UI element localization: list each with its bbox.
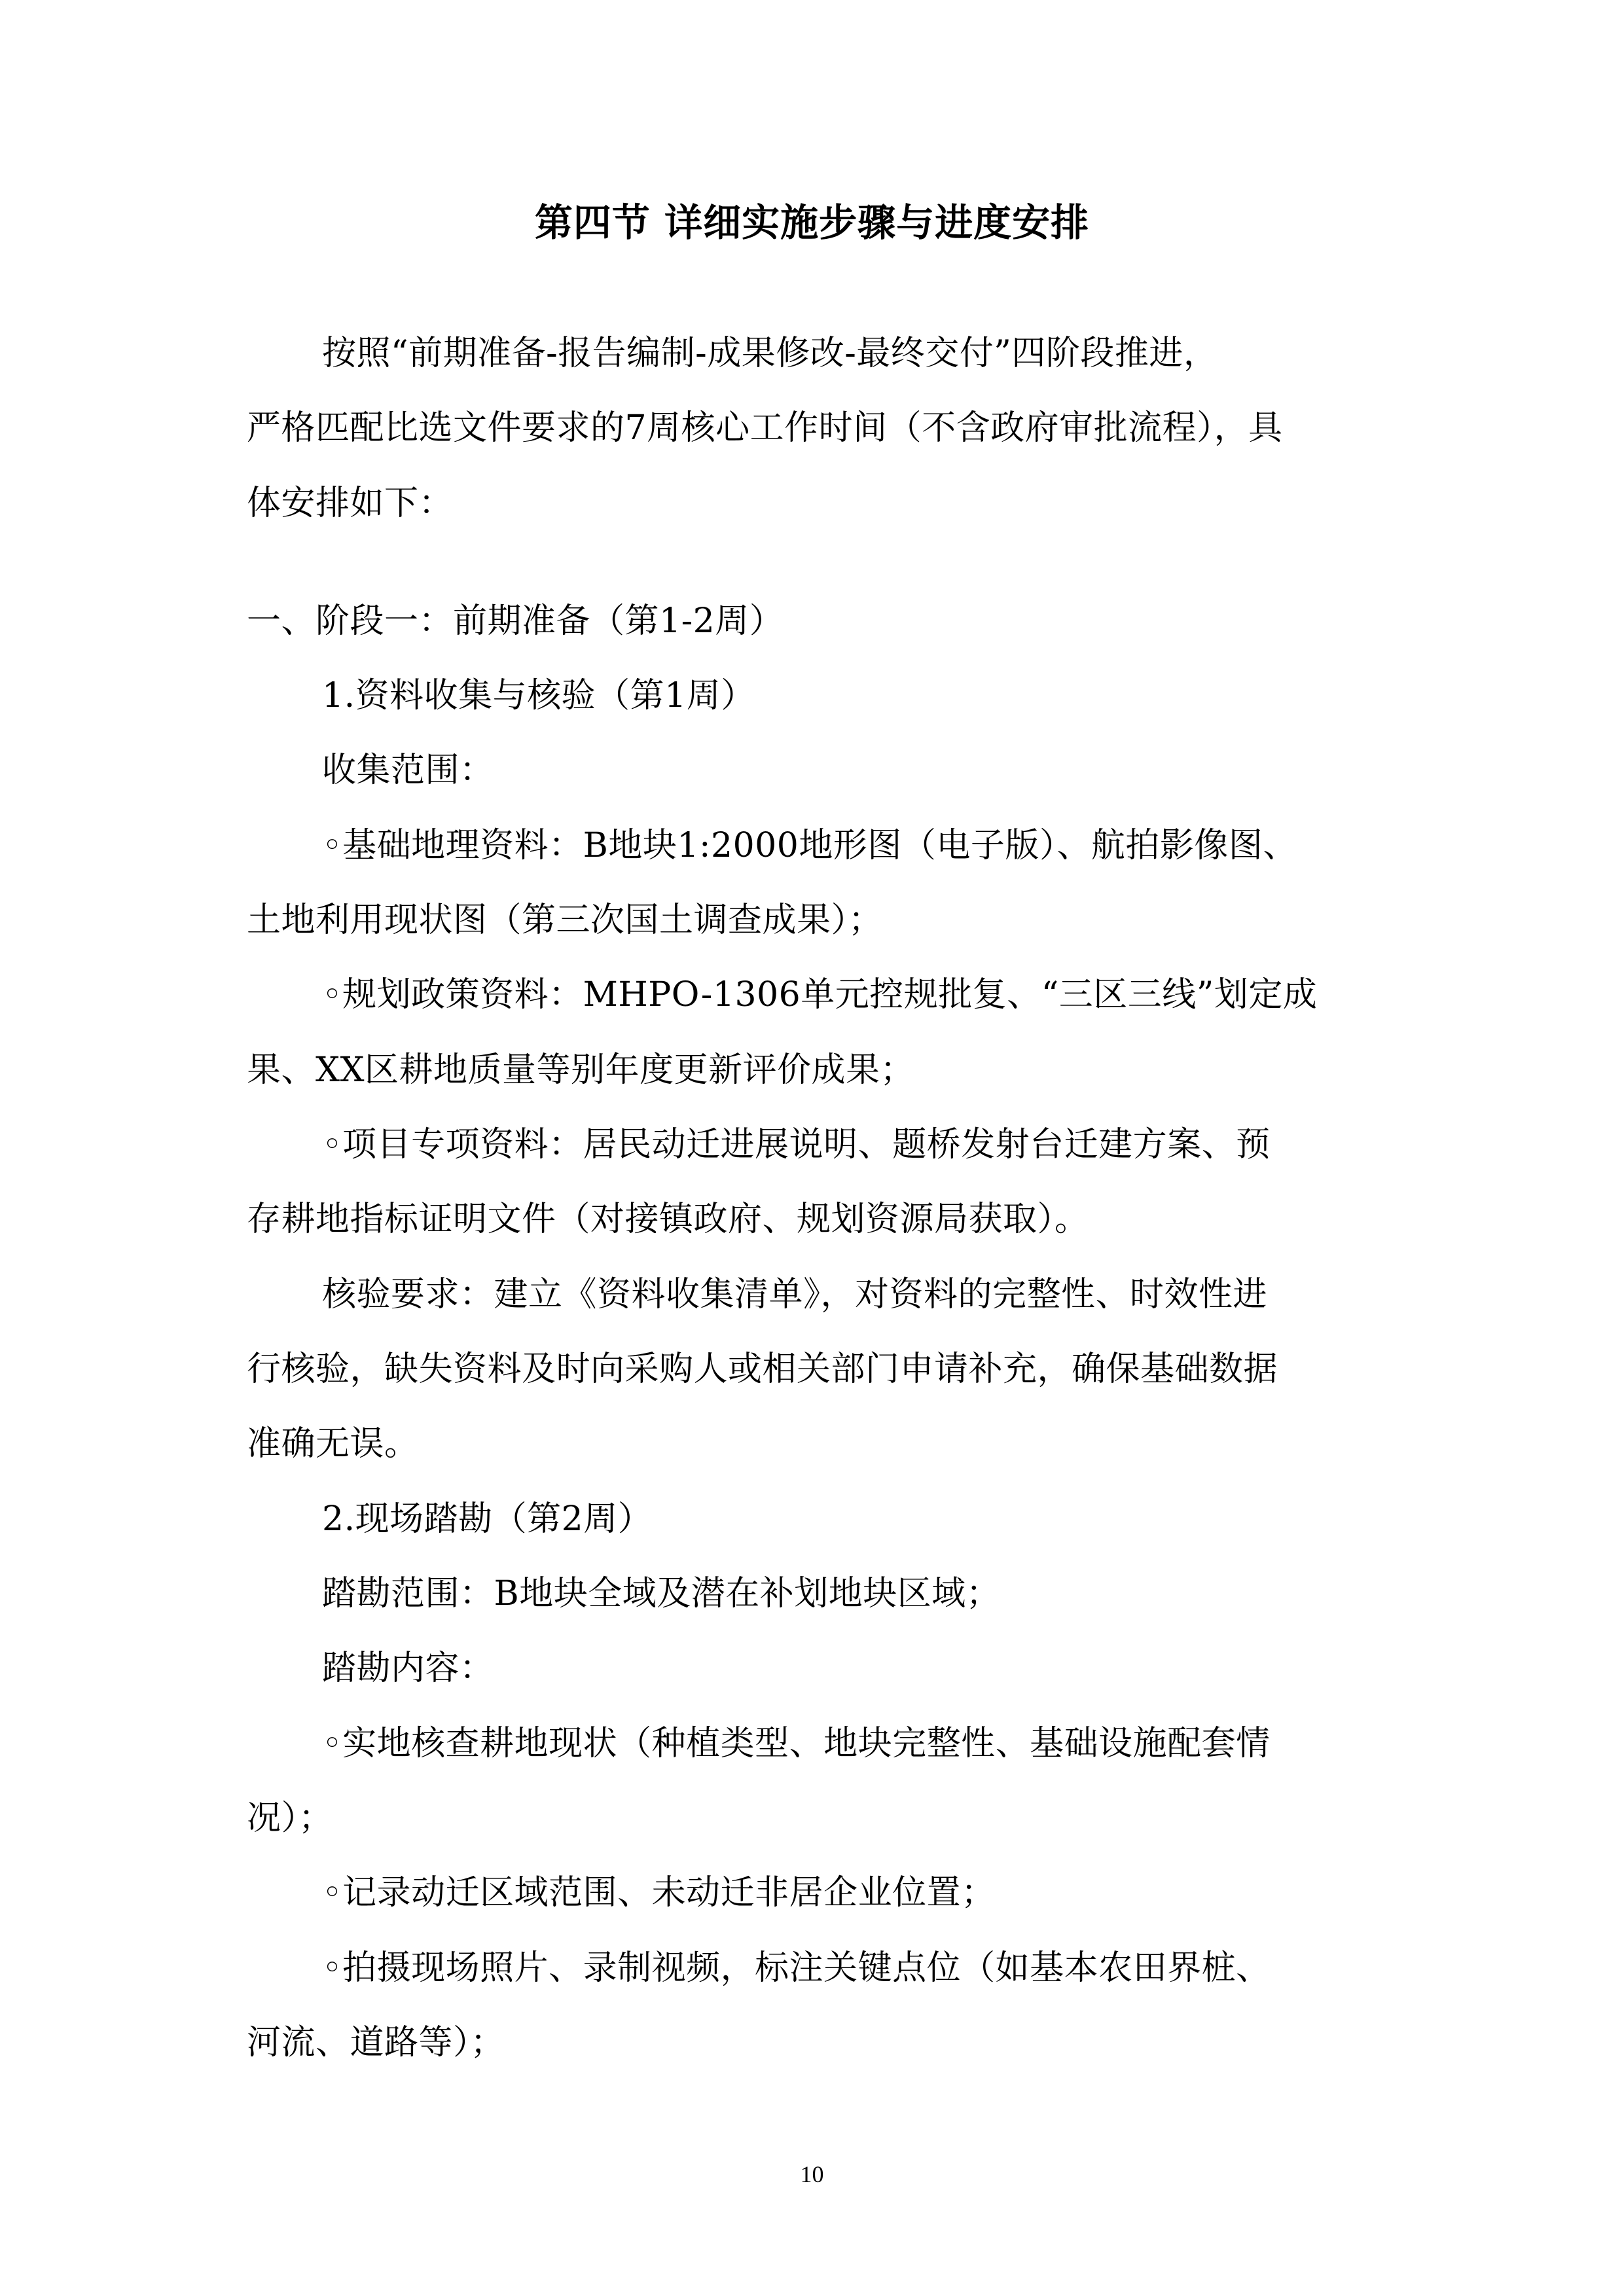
verification-paragraph-line: 行核验，缺失资料及时向采购人或相关部门申请补充，确保基础数据	[247, 1350, 1278, 1389]
bullet-geographic-data: ◦基础地理资料：B地块1:2000地形图（电子版）、航拍影像图、	[322, 826, 1297, 865]
verification-paragraph-line: 准确无误。	[247, 1424, 419, 1463]
collection-scope-label: 收集范围：	[322, 751, 494, 790]
section-title: 第四节 详细实施步骤与进度安排	[534, 200, 1090, 245]
survey-scope: 踏勘范围：B地块全域及潜在补划地块区域；	[322, 1574, 1001, 1613]
intro-paragraph-line: 体安排如下：	[247, 484, 454, 523]
subsection-2-heading: 2.现场踏勘（第2周）	[322, 1499, 653, 1539]
bullet-planning-policy: ◦规划政策资料：MHPO-1306单元控规批复、“三区三线”划定成	[322, 975, 1318, 1014]
bullet-photo-video-cont: 河流、道路等）；	[247, 2023, 505, 2062]
page-number: 10	[800, 2161, 824, 2187]
bullet-project-specific: ◦项目专项资料：居民动迁进展说明、题桥发射台迁建方案、预	[322, 1125, 1271, 1164]
bullet-geographic-data-cont: 土地利用现状图（第三次国土调查成果）；	[247, 901, 883, 940]
bullet-photo-video: ◦拍摄现场照片、录制视频，标注关键点位（如基本农田界桩、	[322, 1948, 1271, 1988]
intro-paragraph-line: 严格匹配比选文件要求的7周核心工作时间（不含政府审批流程），具	[247, 408, 1283, 448]
subsection-1-heading: 1.资料收集与核验（第1周）	[322, 676, 755, 715]
bullet-project-specific-cont: 存耕地指标证明文件（对接镇政府、规划资源局获取）。	[247, 1200, 1089, 1239]
bullet-farmland-check-cont: 况）；	[247, 1799, 333, 1838]
stage-one-heading: 一、阶段一：前期准备（第1-2周）	[247, 601, 784, 641]
verification-paragraph-line: 核验要求：建立《资料收集清单》，对资料的完整性、时效性进	[322, 1275, 1268, 1314]
bullet-farmland-check: ◦实地核查耕地现状（种植类型、地块完整性、基础设施配套情	[322, 1724, 1271, 1763]
bullet-planning-policy-cont: 果、XX区耕地质量等别年度更新评价成果；	[247, 1050, 915, 1090]
bullet-relocation-record: ◦记录动迁区域范围、未动迁非居企业位置；	[322, 1873, 996, 1912]
survey-content-label: 踏勘内容：	[322, 1649, 494, 1688]
intro-paragraph-line: 按照“前期准备-报告编制-成果修改-最终交付”四阶段推进，	[322, 334, 1218, 373]
